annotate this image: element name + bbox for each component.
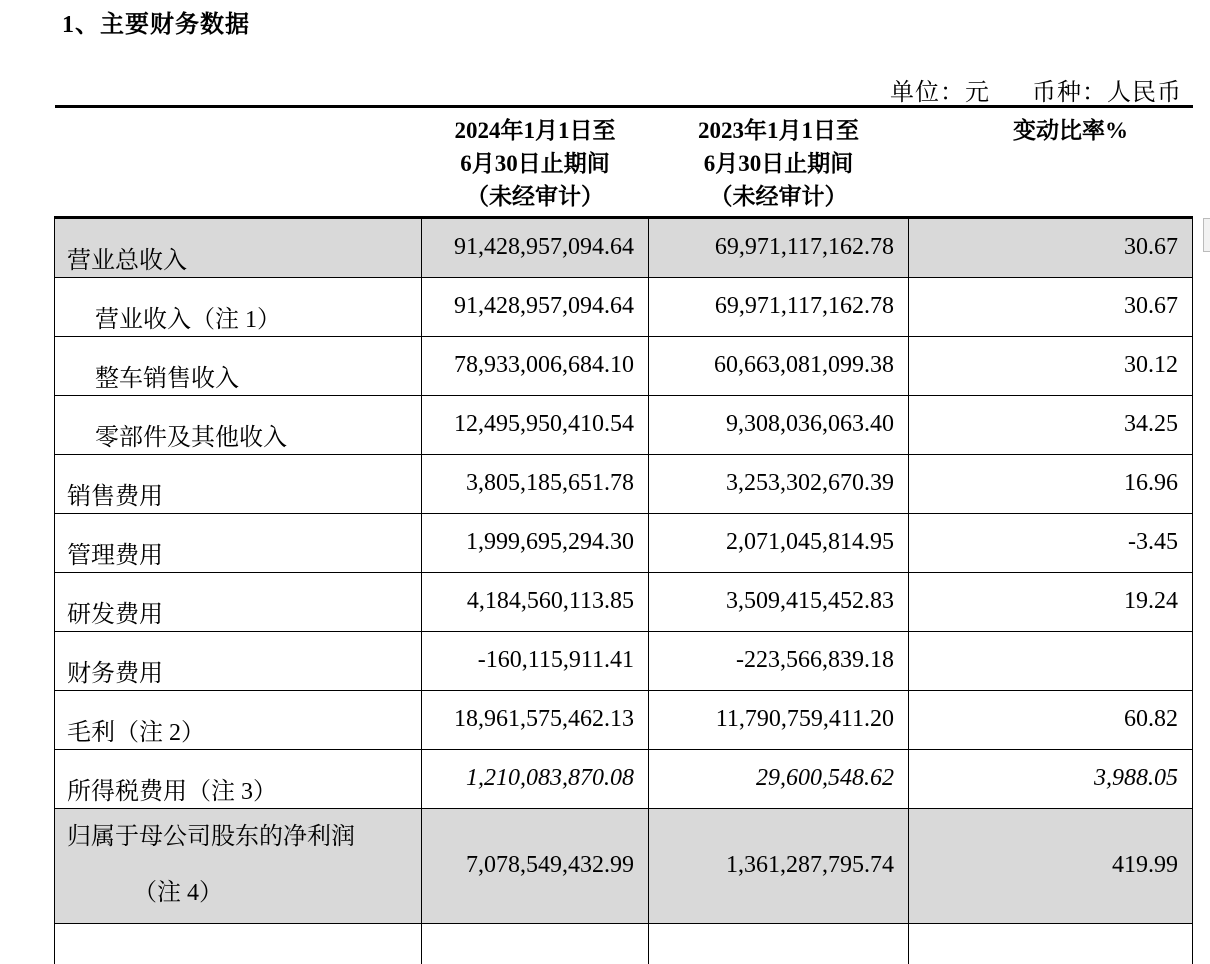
change-ratio: 16.96 [909, 455, 1193, 514]
row-label: 营业总收入 [55, 218, 422, 278]
value-2024: 91,428,957,094.64 [422, 278, 649, 337]
table-row-gross-profit [55, 691, 1193, 750]
row-label-line: （注 4） [67, 865, 421, 921]
row-label: 销售费用 [55, 455, 422, 514]
table-row-net-profit-parent [55, 809, 1193, 924]
row-label: 财务费用 [55, 632, 422, 691]
table-row-operating-revenue [55, 278, 1193, 337]
value-2024: 1,999,695,294.30 [422, 514, 649, 573]
table-row-selling-expenses [55, 455, 1193, 514]
scrollbar-handle[interactable] [1203, 218, 1210, 252]
header-change-ratio [909, 108, 1193, 218]
change-ratio: -3.45 [909, 514, 1193, 573]
value-2024: 4,184,560,113.85 [422, 573, 649, 632]
row-label [55, 809, 422, 924]
value-2023: 2,071,045,814.95 [649, 514, 909, 573]
header-line: 2024年1月1日至 [422, 114, 649, 147]
row-label: 零部件及其他收入 [55, 396, 422, 455]
value-2023: -223,566,839.18 [649, 632, 909, 691]
row-label: 研发费用 [55, 573, 422, 632]
table-row-cutoff [55, 924, 1193, 964]
table-row-admin-expenses [55, 514, 1193, 573]
table-row-vehicle-sales [55, 337, 1193, 396]
value-2024: 78,933,006,684.10 [422, 337, 649, 396]
value-2023: 9,308,036,063.40 [649, 396, 909, 455]
table-row-parts-other [55, 396, 1193, 455]
row-label: 营业收入（注 1） [55, 278, 422, 337]
row-label: 所得税费用（注 3） [55, 750, 422, 809]
section-heading: 1、主要财务数据 [62, 4, 250, 39]
value-2023: 11,790,759,411.20 [649, 691, 909, 750]
header-line: （未经审计） [422, 180, 649, 213]
financial-data-table [54, 105, 1193, 964]
empty-cell [649, 924, 909, 964]
header-line: 6月30日止期间 [649, 147, 909, 180]
value-2023: 60,663,081,099.38 [649, 337, 909, 396]
change-ratio: 30.67 [909, 278, 1193, 337]
header-line: （未经审计） [649, 180, 909, 213]
change-ratio: 30.67 [909, 218, 1193, 278]
value-2024: 91,428,957,094.64 [422, 218, 649, 278]
currency-label: 币种：人民币 [1032, 80, 1182, 106]
table-row-finance-expenses [55, 632, 1193, 691]
header-period-2023 [649, 108, 909, 218]
empty-cell [422, 924, 649, 964]
value-2024: 1,210,083,870.08 [422, 750, 649, 809]
row-label: 管理费用 [55, 514, 422, 573]
header-line: 变动比率% [949, 114, 1193, 147]
empty-cell [55, 924, 422, 964]
value-2024: -160,115,911.41 [422, 632, 649, 691]
header-period-2024 [422, 108, 649, 218]
change-ratio: 3,988.05 [909, 750, 1193, 809]
value-2023: 69,971,117,162.78 [649, 278, 909, 337]
row-label-line: 归属于母公司股东的净利润 [67, 824, 355, 850]
value-2023: 3,509,415,452.83 [649, 573, 909, 632]
value-2024: 12,495,950,410.54 [422, 396, 649, 455]
table-row-income-tax [55, 750, 1193, 809]
change-ratio: 60.82 [909, 691, 1193, 750]
value-2023: 69,971,117,162.78 [649, 218, 909, 278]
value-2024: 3,805,185,651.78 [422, 455, 649, 514]
header-blank [55, 108, 422, 218]
value-2024: 18,961,575,462.13 [422, 691, 649, 750]
row-label: 整车销售收入 [55, 337, 422, 396]
value-2024: 7,078,549,432.99 [422, 809, 649, 924]
change-ratio: 19.24 [909, 573, 1193, 632]
value-2023: 29,600,548.62 [649, 750, 909, 809]
table-row-rnd-expenses [55, 573, 1193, 632]
empty-cell [909, 924, 1193, 964]
header-line: 2023年1月1日至 [649, 114, 909, 147]
change-ratio: 419.99 [909, 809, 1193, 924]
unit-currency-line [890, 72, 1182, 107]
unit-label: 单位：元 [890, 80, 990, 106]
change-ratio: 34.25 [909, 396, 1193, 455]
change-ratio [909, 632, 1193, 691]
value-2023: 3,253,302,670.39 [649, 455, 909, 514]
row-label: 毛利（注 2） [55, 691, 422, 750]
table-header-row [55, 108, 1193, 218]
table-row-total-revenue [55, 218, 1193, 278]
value-2023: 1,361,287,795.74 [649, 809, 909, 924]
change-ratio: 30.12 [909, 337, 1193, 396]
header-line: 6月30日止期间 [422, 147, 649, 180]
